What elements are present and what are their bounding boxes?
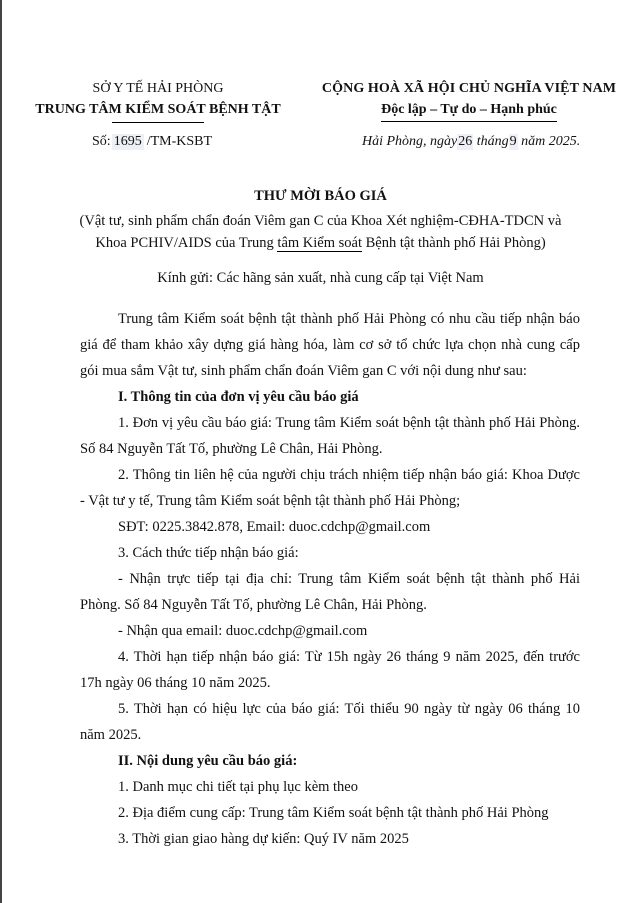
issuer-block (20, 78, 296, 123)
section-1-item-4: 4. Thời hạn tiếp nhận báo giá: Từ 15h ngày 26 tháng 9 năm 2025, đến trước 17h ngày 06 tháng 10 năm 2025. (80, 649, 580, 691)
section-2-heading: II. Nội dung yêu cầu báo giá: (118, 753, 298, 769)
section-1-item-2: 2. Thông tin liên hệ của người chịu trách nhiệm tiếp nhận báo giá: Khoa Dược - Vật tư y tế, Trung tâm Kiểm soát bệnh tật thành phố Hải Phòng; (80, 467, 580, 509)
issuing-organization: TRUNG TÂM KIỂM SOÁT BỆNH TẬT (35, 102, 281, 117)
section-1-item-3: 3. Cách thức tiếp nhận báo giá: (118, 545, 299, 561)
docno-prefix: Số: (92, 134, 111, 149)
section-1-item-3b: - Nhận qua email: duoc.cdchp@gmail.com (118, 623, 368, 639)
date-place: Hải Phòng, ngày (362, 134, 458, 149)
page-border (0, 0, 2, 903)
document-subtitle (60, 210, 581, 254)
date-month-label: tháng (476, 134, 509, 149)
intro-paragraph: Trung tâm Kiểm soát bệnh tật thành phố Hải Phòng có nhu cầu tiếp nhận báo giá để tham khảo xây dựng giá hàng hóa, làm cơ sở tổ chức lựa chọn nhà cung cấp gói mua sắm Vật tư, sinh phẩm chẩn đoán Viêm gan C với nội dung như sau: (80, 311, 580, 379)
subtitle-part-c: Bệnh tật thành phố Hải Phòng) (362, 235, 546, 251)
date-month: 9 (509, 134, 517, 149)
section-1-heading: I. Thông tin của đơn vị yêu cầu báo giá (118, 389, 359, 405)
subtitle-part-a: Khoa PCHIV/AIDS của Trung (95, 235, 278, 251)
section-2-item: 2. Địa điểm cung cấp: Trung tâm Kiểm soát bệnh tật thành phố Hải Phòng (118, 805, 549, 821)
greeting: Kính gửi: Các hãng sản xuất, nhà cung cấp tại Việt Nam (157, 270, 484, 286)
section-1-item-5: 5. Thời hạn có hiệu lực của báo giá: Tối thiểu 90 ngày từ ngày 06 tháng 10 năm 2025. (80, 701, 580, 743)
national-heading (304, 78, 634, 122)
section-1-item-3a: - Nhận trực tiếp tại địa chỉ: Trung tâm Kiểm soát bệnh tật thành phố Hải Phòng. Số 84 Nguyễn Tất Tố, phường Lê Chân, Hải Phòng. (80, 571, 580, 613)
date-year: năm 2025. (521, 134, 581, 149)
issuer-underline (112, 122, 204, 123)
docno-value: 1695 (113, 134, 142, 149)
subtitle-line-1: (Vật tư, sinh phẩm chẩn đoán Viêm gan C của Khoa Xét nghiệm-CĐHA-TDCN và (79, 213, 562, 229)
nation-name: CỘNG HOÀ XÃ HỘI CHỦ NGHĨA VIỆT NAM (321, 81, 617, 96)
document-number (92, 134, 212, 150)
subtitle-underlined: tâm Kiểm soát (277, 235, 362, 251)
docno-suffix: /TM-KSBT (146, 134, 213, 149)
document-title: THƯ MỜI BÁO GIÁ (254, 188, 387, 204)
letter-body (80, 306, 580, 852)
date-day: 26 (458, 134, 473, 149)
national-motto: Độc lập – Tự do – Hạnh phúc (381, 99, 557, 122)
section-2-item: 3. Thời gian giao hàng dự kiến: Quý IV năm 2025 (118, 831, 409, 847)
section-2-item: 1. Danh mục chi tiết tại phụ lục kèm theo (118, 779, 358, 795)
subtitle-line-2 (60, 232, 581, 254)
section-1-item-1: 1. Đơn vị yêu cầu báo giá: Trung tâm Kiểm soát bệnh tật thành phố Hải Phòng. Số 84 Nguyễn Tất Tố, phường Lê Chân, Hải Phòng. (80, 415, 580, 457)
contact-line: SĐT: 0225.3842.878, Email: duoc.cdchp@gmail.com (118, 519, 431, 535)
parent-organization: SỞ Y TẾ HẢI PHÒNG (92, 81, 224, 96)
document-date (362, 134, 580, 150)
